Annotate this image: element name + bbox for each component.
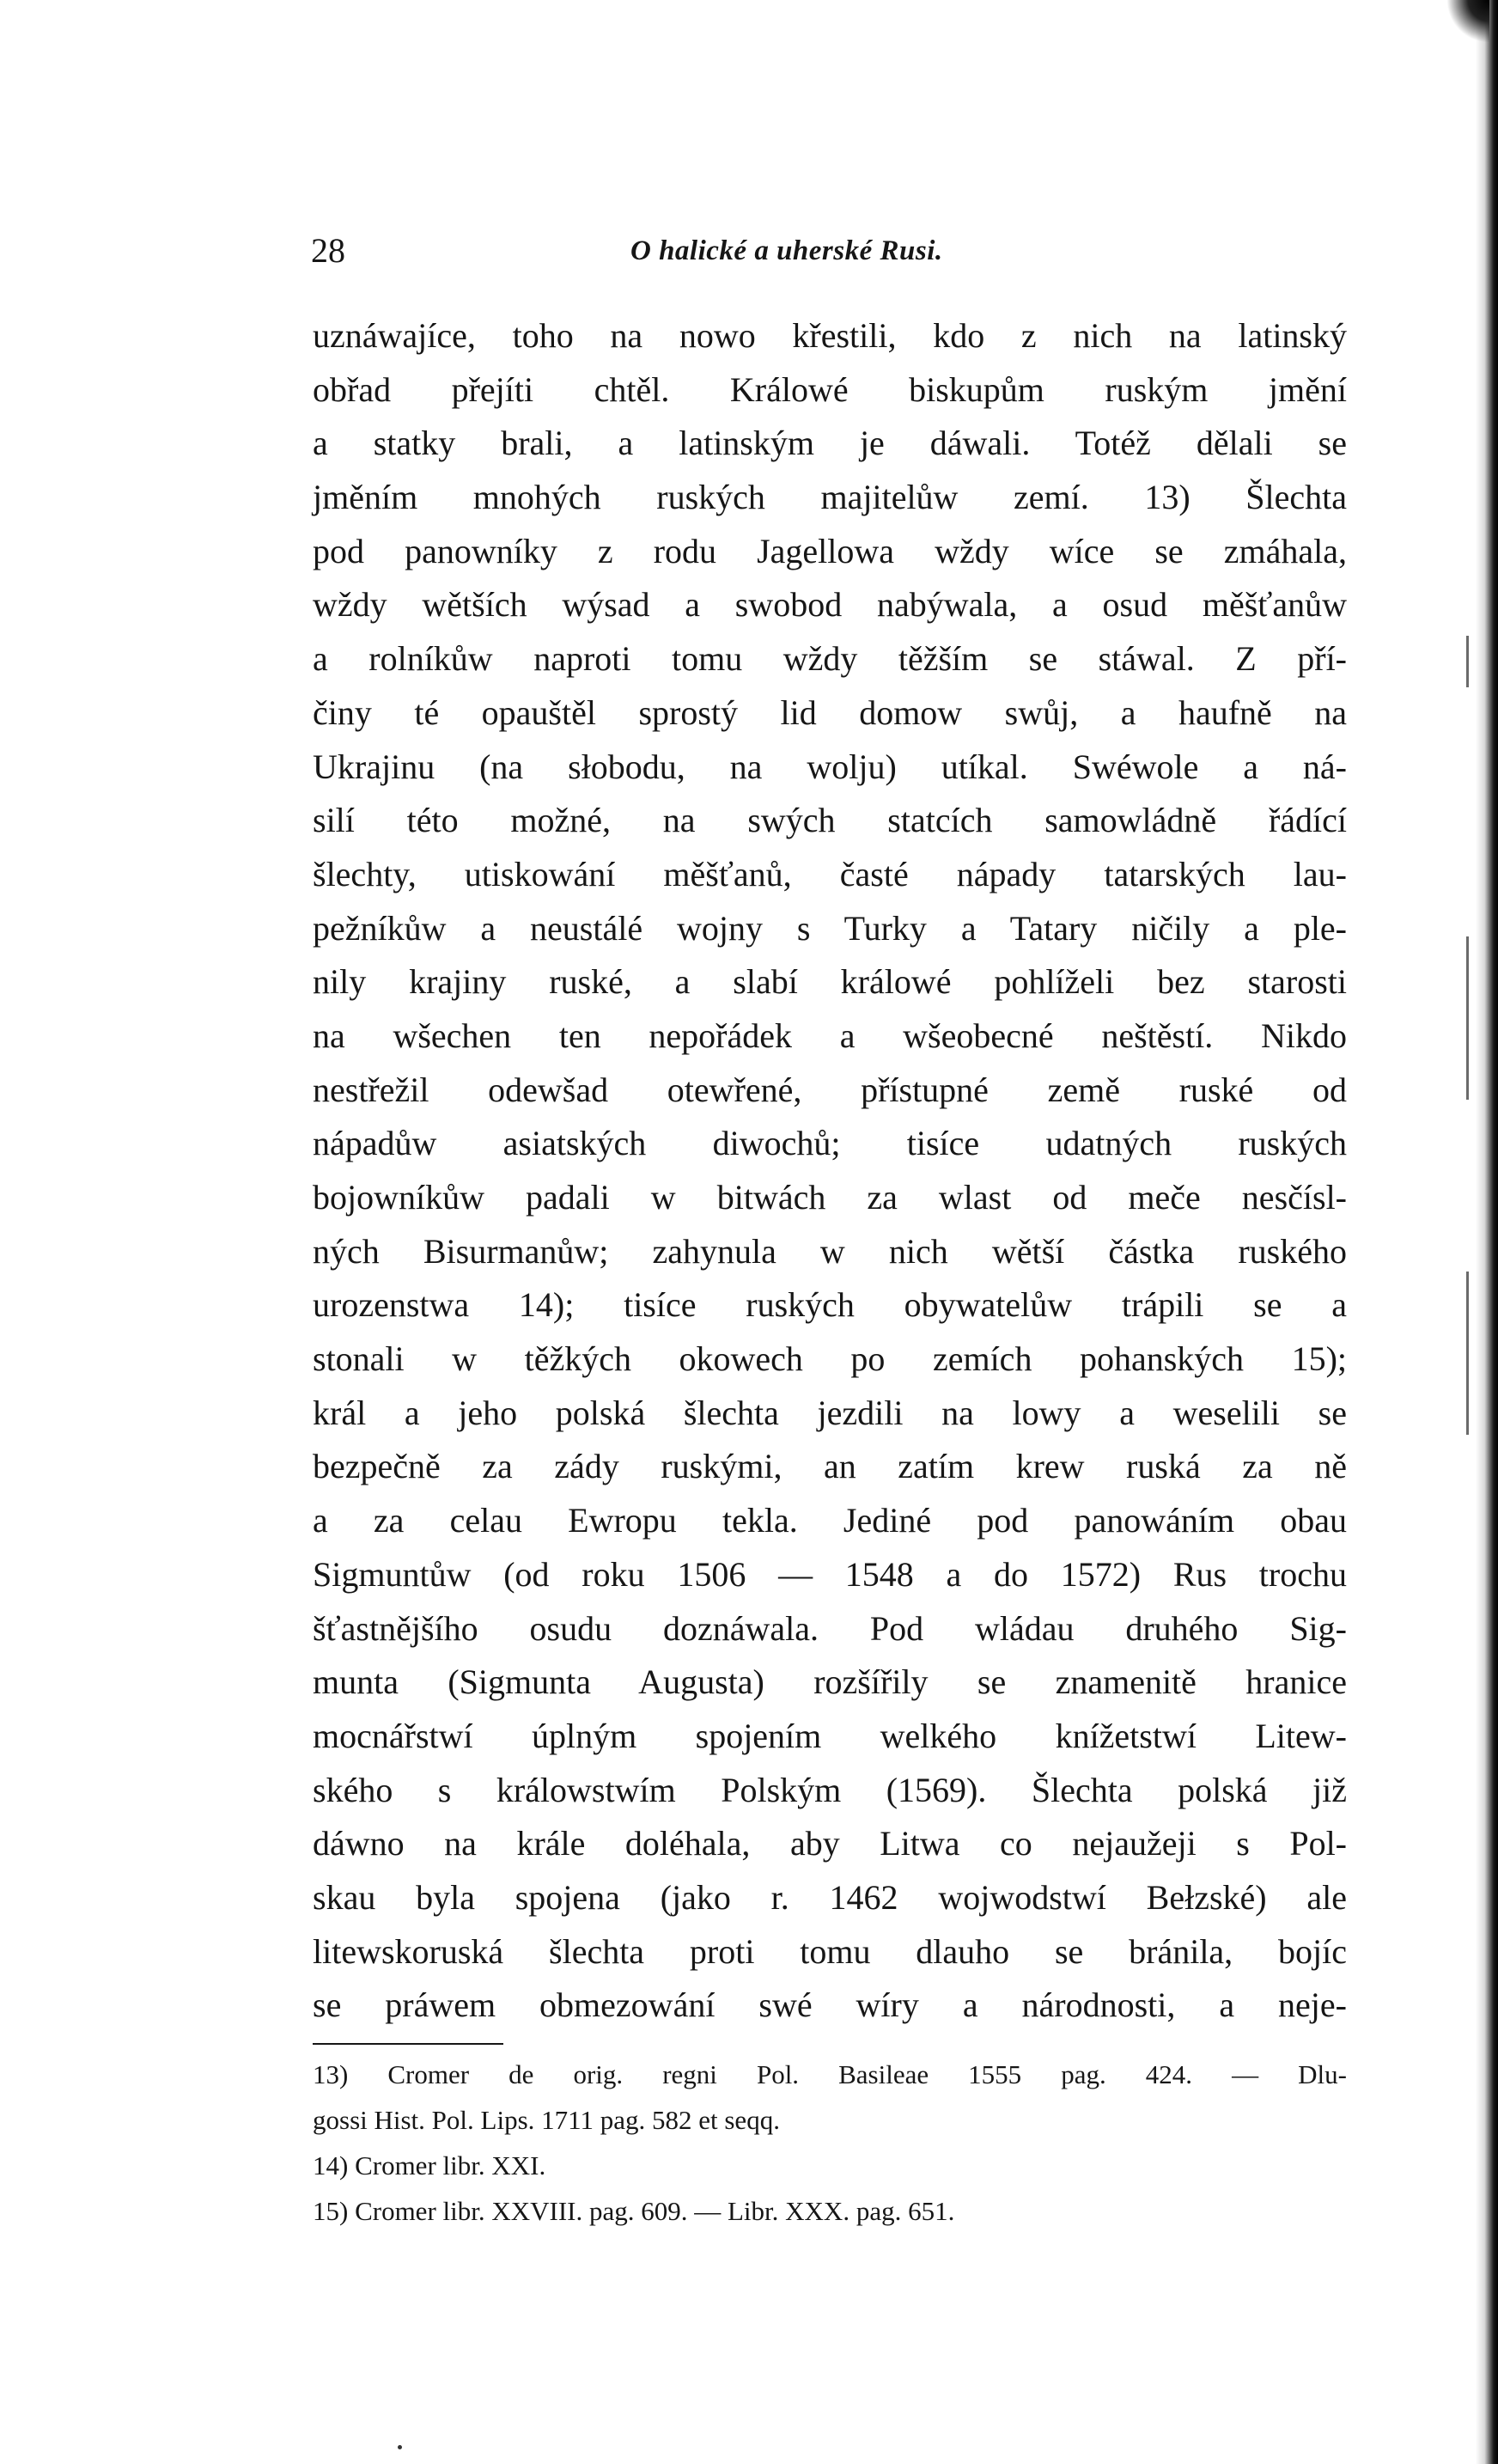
footnote-divider [313,2043,503,2045]
scan-shadow-edge [1476,0,1498,2464]
scan-speck [398,2445,402,2449]
text-line: wždy wětších wýsad a swobod nabýwala, a osud měšťanůw [313,585,1347,625]
page-number: 28 [311,231,345,270]
page-header [311,229,1342,273]
running-head: O halické a uherské Rusi. [630,235,943,266]
text-line: a rolníkůw naproti tomu wždy těžším se stáwal. Z pří- [313,639,1347,679]
scan-edge-mark [1466,936,1469,1100]
text-line: mocnářstwí úplným spojením welkého knížetstwí Litew- [313,1716,1347,1755]
text-line: a za celau Ewropu tekla. Jediné pod panowáním obau [313,1501,1347,1540]
footnote-line: 13) Cromer de orig. regni Pol. Basileae 1555 pag. 424. — Dlu- [313,2059,1347,2089]
text-line: šlechty, utiskowání měšťanů, časté nápady tatarských lau- [313,854,1347,894]
text-line: bezpečně za zády ruskými, an zatím krew ruská za ně [313,1447,1347,1486]
footnote-line: gossi Hist. Pol. Lips. 1711 pag. 582 et seqq. [313,2105,780,2135]
text-line: litewskoruská šlechta proti tomu dlauho se bránila, bojíc [313,1931,1347,1971]
text-line: nestřežil odewšad otewřené, přístupné země ruské od [313,1070,1347,1109]
text-line: činy té opauštěl sprostý lid domow swůj, a haufně na [313,692,1347,732]
text-line: munta (Sigmunta Augusta) rozšířily se znamenitě hranice [313,1662,1347,1702]
text-line: ského s králowstwím Polským (1569). Šlechta polská již [313,1770,1347,1809]
text-line: a statky brali, a latinským je dáwali. Totéž dělali se [313,424,1347,463]
text-line: jměním mnohých ruských majitelůw zemí. 13) Šlechta [313,478,1347,517]
text-line: Ukrajinu (na słobodu, na wolju) utíkal. Swéwole a ná- [313,747,1347,786]
text-line: stonali w těžkých okowech po zemích pohanských 15); [313,1339,1347,1379]
text-line: šťastnějšího osudu doznáwala. Pod wládau druhého Sig- [313,1608,1347,1648]
text-line: obřad přejíti chtěl. Králowé biskupům ruským jmění [313,369,1347,409]
body-text [313,309,1347,2033]
footnotes [313,2052,1347,2234]
text-line: se práwem obmezowání swé wíry a národnosti, a neje- [313,1985,1347,2025]
text-line: Sigmuntůw (od roku 1506 — 1548 a do 1572) Rus trochu [313,1554,1347,1594]
text-line: král a jeho polská šlechta jezdili na lowy a weselili se [313,1393,1347,1432]
scan-corner-shadow [1446,0,1489,43]
scan-edge-mark [1466,1272,1469,1435]
footnote-line: 14) Cromer libr. XXI. [313,2150,546,2180]
text-line: urozenstwa 14); tisíce ruských obywatelůw trápili se a [313,1285,1347,1325]
text-line: uznáwajíce, toho na nowo křestili, kdo z nich na latinský [313,316,1347,355]
text-line: dáwno na krále doléhala, aby Litwa co nejaužeji s Pol- [313,1824,1347,1863]
text-line: na wšechen ten nepořádek a wšeobecné neštěstí. Nikdo [313,1015,1347,1055]
text-line: pod panowníky z rodu Jagellowa wždy wíce se zmáhala, [313,531,1347,570]
scan-edge-mark [1466,636,1469,687]
footnote-line: 15) Cromer libr. XXVIII. pag. 609. — Libr. XXX. pag. 651. [313,2196,955,2226]
text-line: pežníkůw a neustálé wojny s Turky a Tatary ničily a ple- [313,908,1347,948]
text-line: ných Bisurmanůw; zahynula w nich wětší částka ruského [313,1231,1347,1271]
text-line: nily krajiny ruské, a slabí králowé pohlíželi bez starosti [313,962,1347,1002]
text-line: bojowníkůw padali w bitwách za wlast od meče nesčísl- [313,1178,1347,1217]
text-line: skau byla spojena (jako r. 1462 wojwodstwí Bełzské) ale [313,1877,1347,1917]
text-line: silí této možné, na swých statcích samowládně řádící [313,801,1347,840]
text-line: nápadůw asiatských diwochů; tisíce udatných ruských [313,1124,1347,1163]
